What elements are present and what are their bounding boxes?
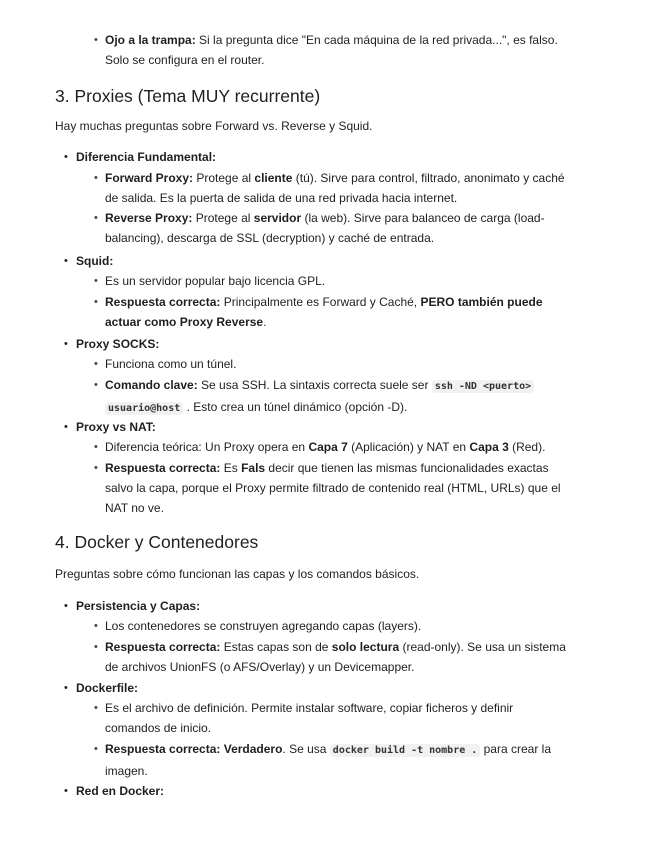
bullet-icon: • <box>94 702 98 714</box>
bullet-icon: • <box>94 275 98 287</box>
bullet-icon: • <box>94 441 98 453</box>
bullet-icon: • <box>94 743 98 755</box>
bullet-icon: • <box>94 641 98 653</box>
item-label: Ojo a la trampa: <box>105 33 196 47</box>
list-item-socks-comando: • Comando clave: Se usa SSH. La sintaxis correcta suele ser ssh -ND <puerto> usuario@host . Esto crea un túnel dinámico (opción -D). <box>105 375 605 419</box>
list-item-dockerfile: • Dockerfile: <box>76 678 616 698</box>
bullet-icon: • <box>64 682 68 694</box>
bullet-icon: • <box>64 151 68 163</box>
bullet-icon: • <box>94 620 98 632</box>
bullet-icon: • <box>64 255 68 267</box>
inline-code: docker build -t nombre . <box>330 744 481 757</box>
list-item-nat: • Proxy vs NAT: <box>76 417 616 437</box>
bullet-icon: • <box>94 379 98 391</box>
section-intro: Preguntas sobre cómo funcionan las capas y los comandos básicos. <box>55 567 420 581</box>
bullet-icon: • <box>94 172 98 184</box>
inline-code: ssh -ND <puerto> <box>432 380 534 393</box>
bullet-icon: • <box>64 421 68 433</box>
list-item-nat-teoria: • Diferencia teórica: Un Proxy opera en Capa 7 (Aplicación) y NAT en Capa 3 (Red). <box>105 437 605 457</box>
list-item-capas: • Los contenedores se construyen agregando capas (layers). <box>105 616 605 636</box>
list-item-socks-tunel: • Funciona como un túnel. <box>105 354 605 374</box>
list-item-ojo-trampa: • Ojo a la trampa: Si la pregunta dice "En cada máquina de la red privada...", es falso. Solo se configura en el router. <box>105 30 605 70</box>
bullet-icon: • <box>94 296 98 308</box>
bullet-icon: • <box>94 34 98 46</box>
bullet-icon: • <box>94 212 98 224</box>
list-item-squid-gpl: • Es un servidor popular bajo licencia GPL. <box>105 271 605 291</box>
list-item-reverse-proxy: • Reverse Proxy: Protege al servidor (la web). Sirve para balanceo de carga (load- balancing), descarga de SSL (decryption) y caché de entrada. <box>105 208 605 248</box>
bullet-icon: • <box>64 338 68 350</box>
list-item-forward-proxy: • Forward Proxy: Protege al cliente (tú). Sirve para control, filtrado, anonimato y caché de salida. Es la puerta de salida de una red privada hacia internet. <box>105 168 605 208</box>
bullet-icon: • <box>64 600 68 612</box>
list-item-dockerfile-respuesta: • Respuesta correcta: Verdadero. Se usa docker build -t nombre . para crear la imagen. <box>105 739 605 781</box>
list-item-socks: • Proxy SOCKS: <box>76 334 616 354</box>
section-intro: Hay muchas preguntas sobre Forward vs. Reverse y Squid. <box>55 119 373 133</box>
bullet-icon: • <box>94 358 98 370</box>
bullet-icon: • <box>94 462 98 474</box>
list-item-diferencia: • Diferencia Fundamental: <box>76 147 616 167</box>
list-item-capas-respuesta: • Respuesta correcta: Estas capas son de solo lectura (read-only). Se usa un sistema de archivos UnionFS (o AFS/Overlay) y un Devicemapper. <box>105 637 605 677</box>
list-item-persistencia: • Persistencia y Capas: <box>76 596 616 616</box>
list-item-dockerfile-definicion: • Es el archivo de definición. Permite instalar software, copiar ficheros y definir comandos de inicio. <box>105 698 605 738</box>
section-heading-docker: 4. Docker y Contenedores <box>55 532 259 552</box>
section-heading-proxies: 3. Proxies (Tema MUY recurrente) <box>55 86 321 106</box>
list-item-nat-respuesta: • Respuesta correcta: Es Fals decir que tienen las mismas funcionalidades exactas salvo la capa, porque el Proxy permite filtrado de contenido real (HTML, URLs) que el NAT no ve. <box>105 458 605 518</box>
inline-code: usuario@host <box>105 402 183 415</box>
bullet-icon: • <box>64 785 68 797</box>
list-item-squid-respuesta: • Respuesta correcta: Principalmente es Forward y Caché, PERO también puede actuar como Proxy Reverse. <box>105 292 605 332</box>
list-item-red-docker: • Red en Docker: <box>76 781 616 801</box>
list-item-squid: • Squid: <box>76 251 616 271</box>
